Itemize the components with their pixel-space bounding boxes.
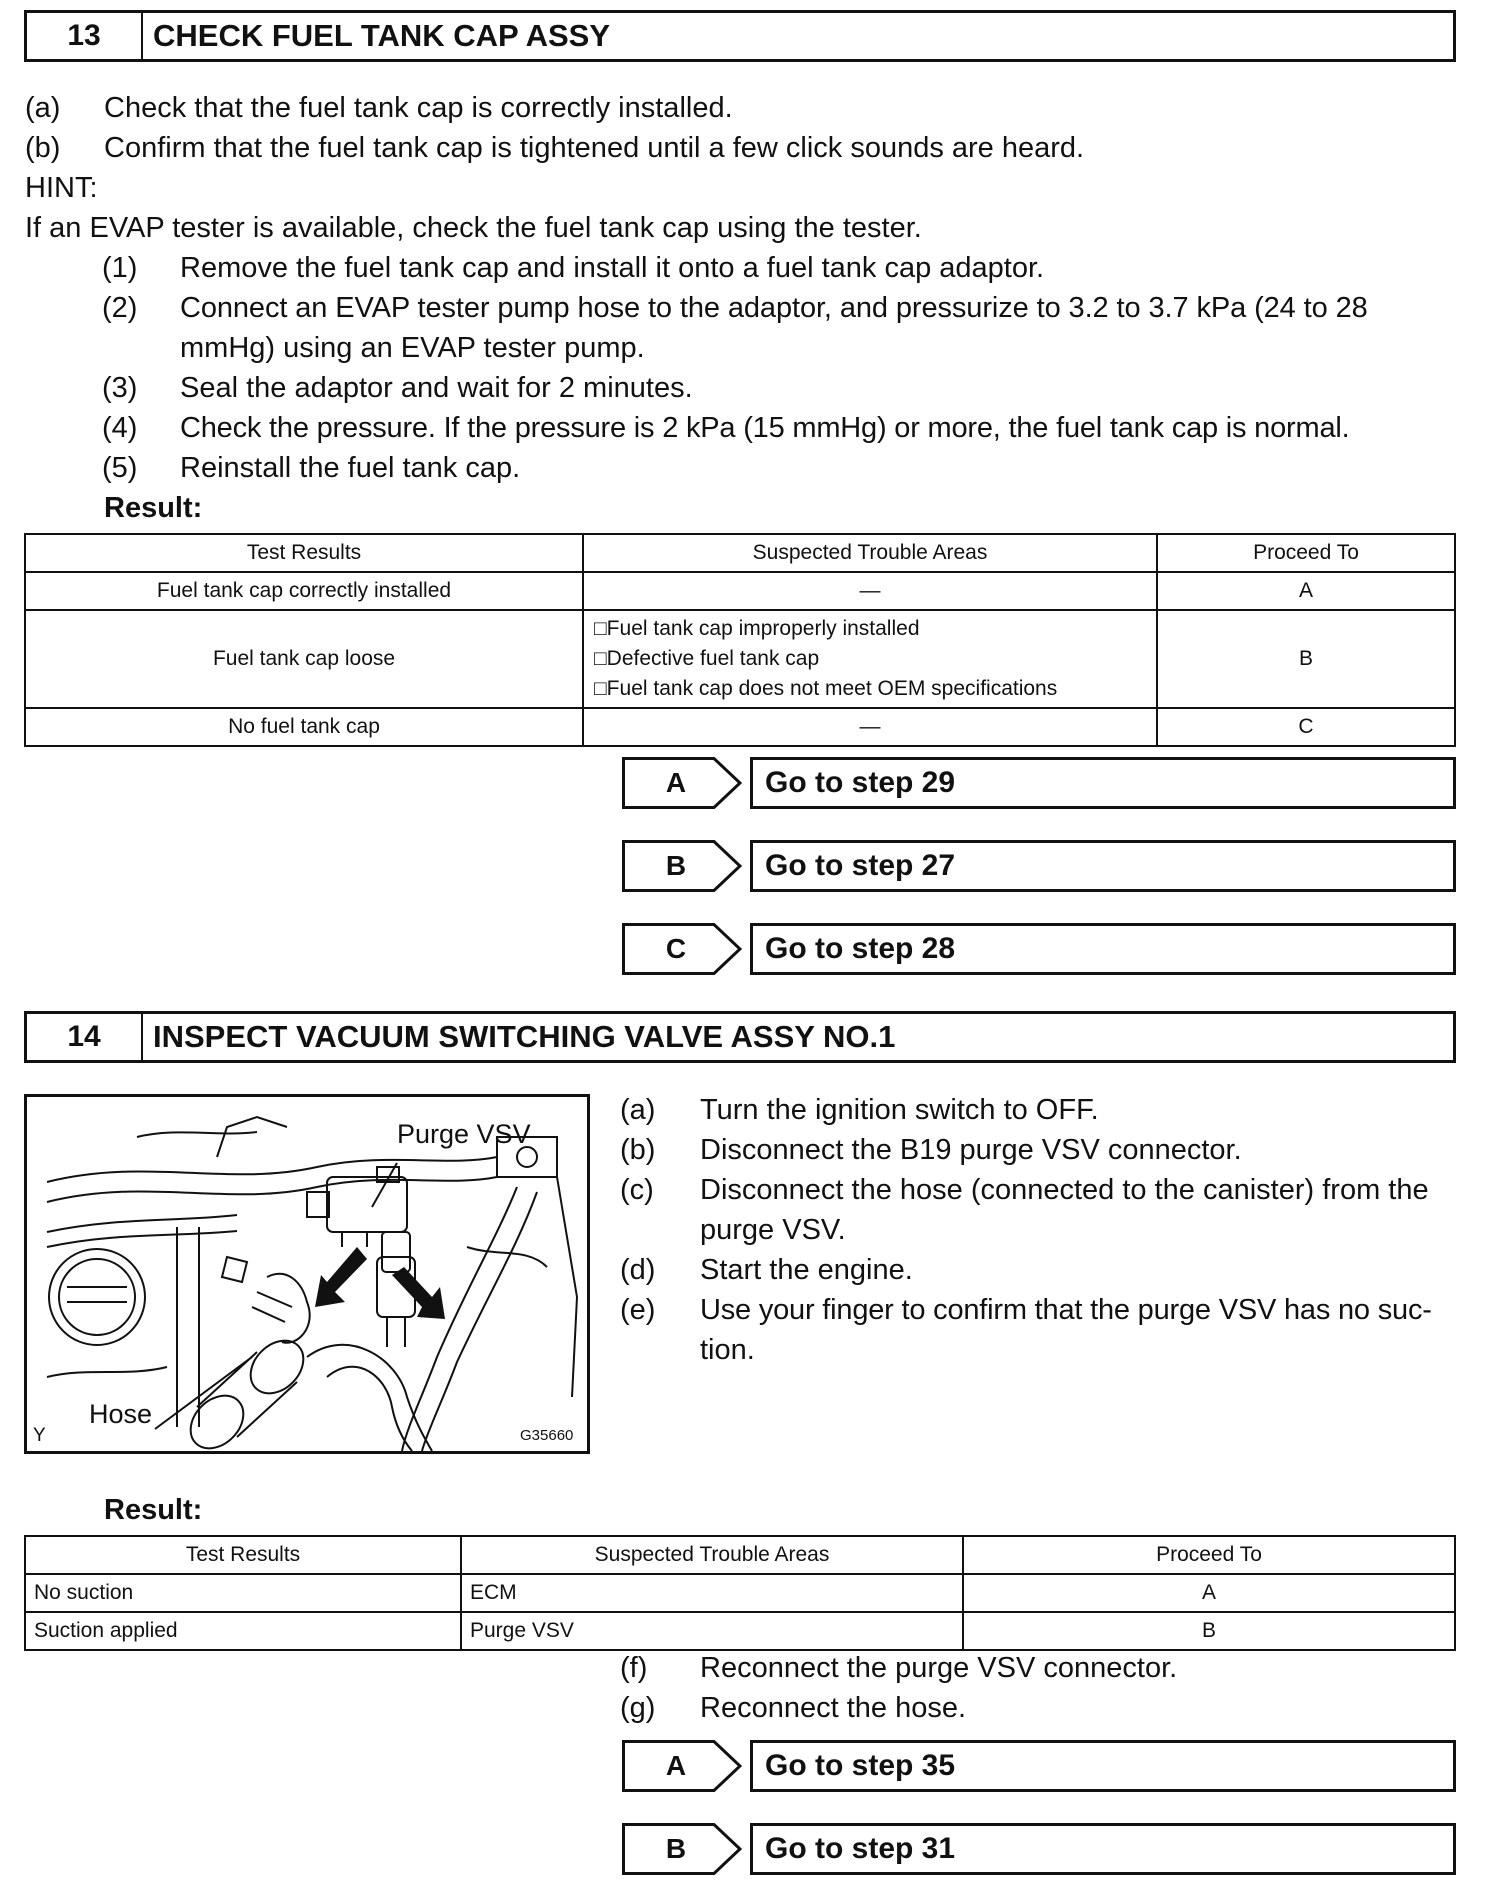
step-title: INSPECT VACUUM SWITCHING VALVE ASSY NO.1: [153, 1019, 896, 1054]
item-text: Start the engine.: [700, 1254, 913, 1286]
item-text: Reconnect the hose.: [700, 1692, 967, 1724]
item-label: (e): [620, 1294, 656, 1326]
hint-step-text: Remove the fuel tank cap and install it onto a fuel tank cap adaptor.: [180, 252, 1045, 284]
goto-letter: B: [665, 850, 687, 881]
goto-letter: A: [665, 1750, 687, 1781]
cell-result: Suction applied: [25, 1612, 461, 1650]
col-header: Suspected Trouble Areas: [583, 534, 1157, 572]
goto-row-a[interactable]: [622, 1740, 1456, 1792]
cell-result: No suction: [25, 1574, 461, 1612]
item-text: Disconnect the B19 purge VSV connector.: [700, 1134, 1242, 1166]
result-table: [24, 1535, 1456, 1651]
goto-letter-box: [622, 757, 742, 809]
goto-destination[interactable]: Go to step 29: [750, 757, 1456, 809]
goto-letter-box: [622, 840, 742, 892]
goto-destination[interactable]: Go to step 35: [750, 1740, 1456, 1792]
cell-areas: —: [583, 572, 1157, 610]
item-label: (g): [620, 1692, 656, 1724]
hint-step-text: Connect an EVAP tester pump hose to the adaptor, and pressurize to 3.2 to 3.7 kPa (24 to 28: [180, 292, 1368, 324]
step-13-header: [24, 10, 1456, 62]
label-hose: Hose: [89, 1399, 153, 1429]
item-text: Disconnect the hose (connected to the canister) from the: [700, 1174, 1429, 1206]
item-label: (a): [620, 1094, 656, 1126]
item-text: Use your finger to confirm that the purge VSV has no suc-: [700, 1294, 1432, 1326]
col-header: Suspected Trouble Areas: [461, 1536, 963, 1574]
purge-vsv-figure: [24, 1094, 590, 1454]
table-row: [25, 708, 1455, 746]
goto-row-a[interactable]: [622, 757, 1456, 809]
item-label: (a): [25, 92, 61, 124]
goto-letter: A: [665, 767, 687, 798]
hint-step-label: (3): [102, 372, 138, 404]
figure-corner-code: Y: [33, 1425, 46, 1446]
engine-illustration: [27, 1097, 587, 1451]
hint-step-text: Check the pressure. If the pressure is 2 kPa (15 mmHg) or more, the fuel tank cap is normal.: [180, 412, 1350, 444]
result-label: Result:: [104, 492, 203, 524]
hint-text: If an EVAP tester is available, check the fuel tank cap using the tester.: [25, 212, 922, 244]
hint-label: HINT:: [25, 172, 98, 204]
cell-proceed: B: [1157, 610, 1455, 708]
cell-proceed: A: [1157, 572, 1455, 610]
cell-result: No fuel tank cap: [25, 708, 583, 746]
area-item: □Fuel tank cap improperly installed: [594, 617, 920, 640]
item-label: (b): [25, 132, 61, 164]
cell-areas: —: [583, 708, 1157, 746]
cell-result: Fuel tank cap loose: [25, 610, 583, 708]
item-label: (c): [620, 1174, 654, 1206]
hint-step-label: (4): [102, 412, 138, 444]
goto-row-c[interactable]: [622, 923, 1456, 975]
cell-proceed: A: [963, 1574, 1455, 1612]
col-header: Proceed To: [1157, 534, 1455, 572]
hint-step-text: Seal the adaptor and wait for 2 minutes.: [180, 372, 693, 404]
hint-step-label: (5): [102, 452, 138, 484]
label-purge-vsv: Purge VSV: [397, 1119, 531, 1149]
goto-row-b[interactable]: [622, 1823, 1456, 1875]
cell-result: Fuel tank cap correctly installed: [25, 572, 583, 610]
goto-destination[interactable]: Go to step 31: [750, 1823, 1456, 1875]
col-header: Test Results: [25, 1536, 461, 1574]
col-header: Test Results: [25, 534, 583, 572]
item-text: Confirm that the fuel tank cap is tightened until a few click sounds are heard.: [104, 132, 1085, 164]
cell-areas: [583, 610, 1157, 708]
result-label: Result:: [104, 1494, 203, 1526]
step-number: 14: [27, 1014, 143, 1060]
figure-id: G35660: [520, 1427, 574, 1444]
area-item: □Fuel tank cap does not meet OEM specifications: [594, 677, 1058, 700]
result-table: [24, 533, 1456, 747]
cell-area: ECM: [461, 1574, 963, 1612]
item-text: Check that the fuel tank cap is correctly installed.: [104, 92, 733, 124]
cell-proceed: C: [1157, 708, 1455, 746]
item-label: (d): [620, 1254, 656, 1286]
table-row: [25, 1612, 1455, 1650]
cell-proceed: B: [963, 1612, 1455, 1650]
item-text-cont: tion.: [700, 1334, 755, 1366]
goto-letter: C: [665, 933, 687, 964]
item-text-cont: purge VSV.: [700, 1214, 846, 1246]
hint-step-label: (2): [102, 292, 138, 324]
hint-step-text: Reinstall the fuel tank cap.: [180, 452, 521, 484]
goto-letter: B: [665, 1833, 687, 1864]
table-header-row: [25, 1536, 1455, 1574]
item-label: (b): [620, 1134, 656, 1166]
step-title: CHECK FUEL TANK CAP ASSY: [153, 18, 611, 53]
cell-area: Purge VSV: [461, 1612, 963, 1650]
goto-destination[interactable]: Go to step 28: [750, 923, 1456, 975]
table-row: [25, 572, 1455, 610]
goto-letter-box: [622, 923, 742, 975]
col-header: Proceed To: [963, 1536, 1455, 1574]
table-row: [25, 1574, 1455, 1612]
area-item: □Defective fuel tank cap: [594, 647, 820, 670]
item-text: Turn the ignition switch to OFF.: [700, 1094, 1099, 1126]
item-text: Reconnect the purge VSV connector.: [700, 1652, 1178, 1684]
step-number: 13: [27, 13, 143, 59]
step-14-header: [24, 1011, 1456, 1063]
table-header-row: [25, 534, 1455, 572]
goto-letter-box: [622, 1740, 742, 1792]
hint-step-label: (1): [102, 252, 138, 284]
goto-row-b[interactable]: [622, 840, 1456, 892]
goto-letter-box: [622, 1823, 742, 1875]
goto-destination[interactable]: Go to step 27: [750, 840, 1456, 892]
hint-step-text-cont: mmHg) using an EVAP tester pump.: [180, 332, 645, 364]
item-label: (f): [620, 1652, 648, 1684]
table-row: [25, 610, 1455, 708]
